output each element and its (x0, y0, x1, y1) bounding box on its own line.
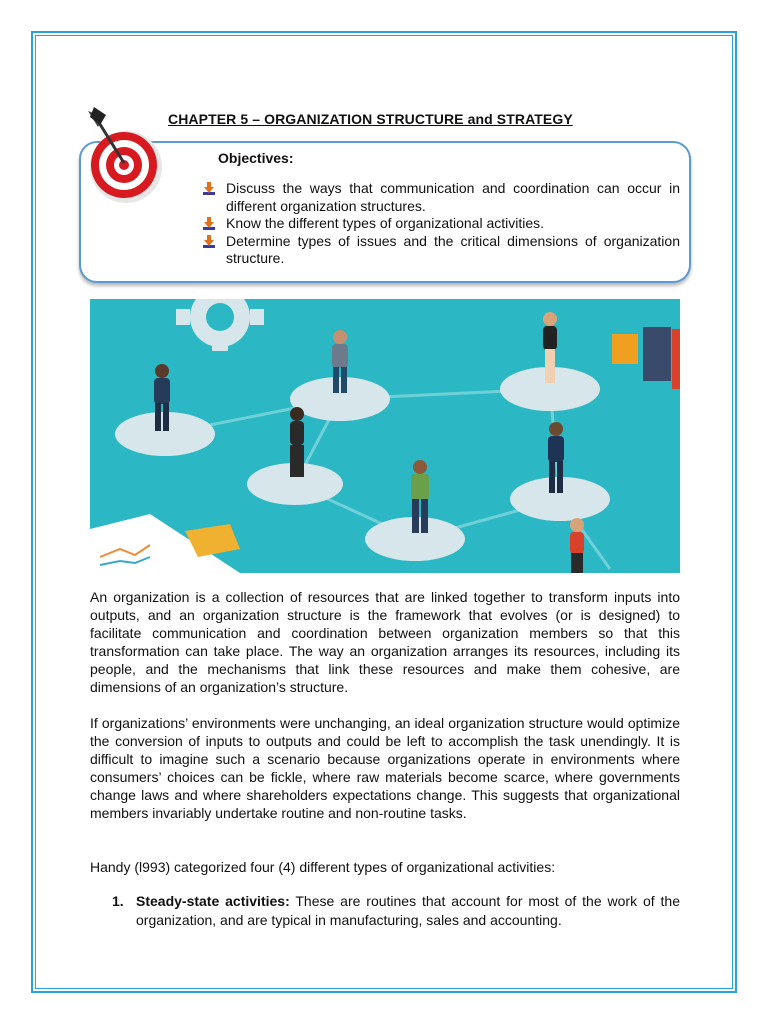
objective-text: Know the different types of organizational activities. (226, 215, 545, 231)
arrow-bullet-icon (202, 182, 216, 196)
paragraph-organization-definition: An organization is a collection of resources that are linked together to transform inputs into outputs, and an organization structure is the framework that evolves (or is designed) to facilitate communication and coordination between organization members so that this transformation can take place. The way an organization arranges its resources, including its people, and the mechanisms that link these resources and make them cohesive, are dimensions of an organization’s structure. (90, 589, 680, 695)
dartboard-target-icon (80, 103, 172, 211)
paragraph-environments: If organizations’ environments were unchanging, an ideal organization structure would optimize the conversion of inputs to outputs and could be left to accomplish the task unendingly. It is difficult to imagine such a scenario because organizations operate in environments where consumers’ choices can be fickle, where raw materials become scarce, where governments change laws and where shareholders expectations change. This suggests that organizational members invariably undertake routine and non-routine tasks. (90, 715, 680, 821)
objective-text: Discuss the ways that communication and coordination can occur in different organization structures. (226, 180, 680, 214)
objective-item (202, 215, 680, 233)
arrow-bullet-icon (202, 217, 216, 231)
objective-item (202, 180, 680, 215)
objective-item (202, 233, 680, 268)
activities-list (112, 892, 680, 930)
activity-item (112, 892, 680, 930)
objectives-heading: Objectives: (218, 150, 294, 166)
network-people-illustration (90, 299, 680, 573)
activity-term: Steady-state activities: (136, 893, 290, 909)
arrow-bullet-icon (202, 235, 216, 249)
chapter-title: CHAPTER 5 – ORGANIZATION STRUCTURE and STRATEGY (168, 111, 573, 127)
objective-text: Determine types of issues and the critical dimensions of organization structure. (226, 232, 680, 266)
objectives-list (202, 180, 680, 268)
activity-description: These are routines that account for most of the work of the organization, and are typical in manufacturing, sales and accounting. (136, 893, 680, 928)
paragraph-handy-intro: Handy (l993) categorized four (4) different types of organizational activities: (90, 859, 556, 875)
activity-number: 1. (112, 893, 124, 909)
